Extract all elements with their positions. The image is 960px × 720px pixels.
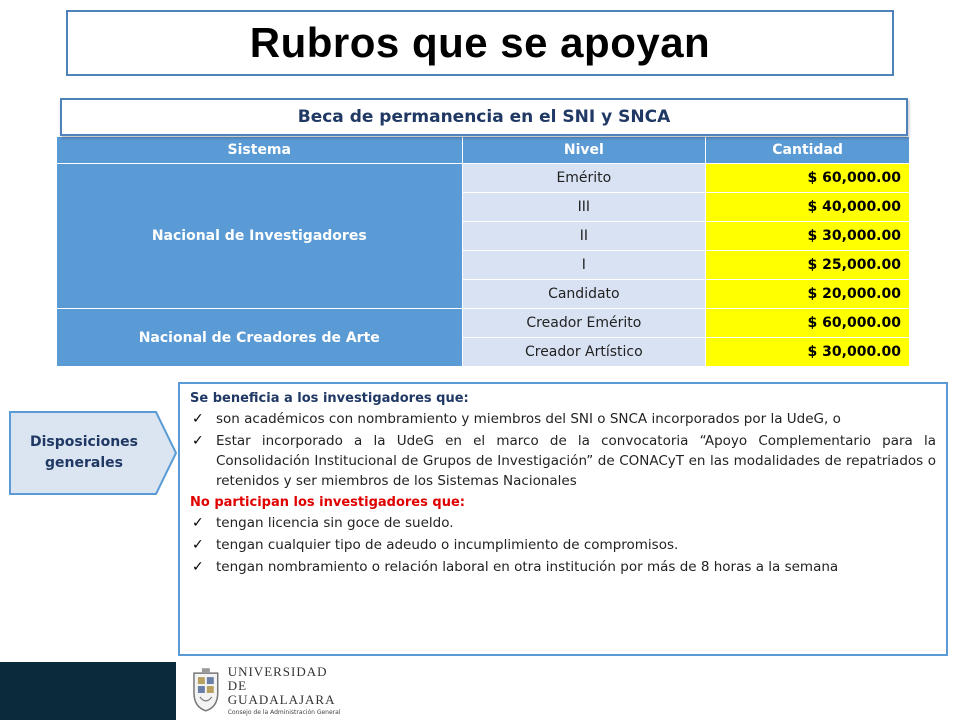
nivel-cell: Creador Artístico (462, 338, 706, 367)
check-icon: ✓ (192, 559, 204, 575)
list-item (190, 409, 936, 429)
cantidad-cell: $ 30,000.00 (706, 338, 910, 367)
header-sistema: Sistema (57, 137, 463, 164)
list-item (190, 557, 936, 577)
disposiciones-label-line2: generales (45, 455, 123, 471)
rubros-table (56, 136, 910, 367)
nivel-cell: Emérito (462, 164, 706, 193)
list-item-text: tengan nombramiento o relación laboral en otra institución por más de 8 horas a la semana (216, 559, 839, 575)
university-logo (190, 664, 350, 716)
header-nivel: Nivel (462, 137, 706, 164)
footer-bar (0, 662, 176, 720)
title-box (66, 10, 894, 76)
cantidad-cell: $ 60,000.00 (706, 309, 910, 338)
disposiciones-arrow-label (8, 410, 178, 496)
header-cantidad: Cantidad (706, 137, 910, 164)
logo-line3: Consejo de la Administración General (227, 708, 341, 716)
sistema-creadores: Nacional de Creadores de Arte (57, 309, 463, 367)
beca-title: Beca de permanencia en el SNI y SNCA (297, 107, 671, 127)
cantidad-cell: $ 40,000.00 (706, 193, 910, 222)
check-icon: ✓ (192, 433, 204, 449)
nivel-cell: Creador Emérito (462, 309, 706, 338)
table-row (57, 309, 910, 338)
page-title: Rubros que se apoyan (249, 19, 711, 66)
logo-line1: UNIVERSIDAD DE (227, 663, 328, 693)
disposiciones-label-line1: Disposiciones (29, 434, 139, 450)
cantidad-cell: $ 20,000.00 (706, 280, 910, 309)
nivel-cell: Candidato (462, 280, 706, 309)
cantidad-cell: $ 30,000.00 (706, 222, 910, 251)
cantidad-cell: $ 25,000.00 (706, 251, 910, 280)
check-icon: ✓ (192, 537, 204, 553)
disposiciones-box (178, 382, 948, 656)
table-header-row (57, 137, 910, 164)
list-item-text: tengan cualquier tipo de adeudo o incumplimiento de compromisos. (216, 537, 679, 553)
list-item (190, 513, 936, 533)
disposiciones-label (14, 432, 154, 474)
sistema-investigadores: Nacional de Investigadores (57, 164, 463, 309)
logo-line2: GUADALAJARA (227, 691, 336, 707)
check-icon: ✓ (192, 515, 204, 531)
nivel-cell: I (462, 251, 706, 280)
beneficia-heading: Se beneficia a los investigadores que: (190, 391, 469, 406)
cantidad-cell: $ 60,000.00 (706, 164, 910, 193)
nivel-cell: II (462, 222, 706, 251)
list-item-text: Estar incorporado a la UdeG en el marco de la convocatoria “Apoyo Complementario para la Consolidación Institucional de Grupos de Investigación” de CONACyT en las modalidades de repatriados o retenidos y ser miembros de los Sistemas Nacionales (216, 433, 936, 489)
university-seal-icon (190, 667, 222, 713)
list-item-text: tengan licencia sin goce de sueldo. (216, 515, 454, 531)
nivel-cell: III (462, 193, 706, 222)
no-participan-list (190, 513, 936, 577)
check-icon: ✓ (192, 411, 204, 427)
beca-title-box (60, 98, 908, 136)
list-item (190, 535, 936, 555)
list-item-text: son académicos con nombramiento y miembros del SNI o SNCA incorporados por la UdeG, o (216, 411, 841, 427)
list-item (190, 431, 936, 491)
no-participan-heading: No participan los investigadores que: (190, 495, 465, 510)
table-row (57, 164, 910, 193)
beneficia-list (190, 409, 936, 491)
